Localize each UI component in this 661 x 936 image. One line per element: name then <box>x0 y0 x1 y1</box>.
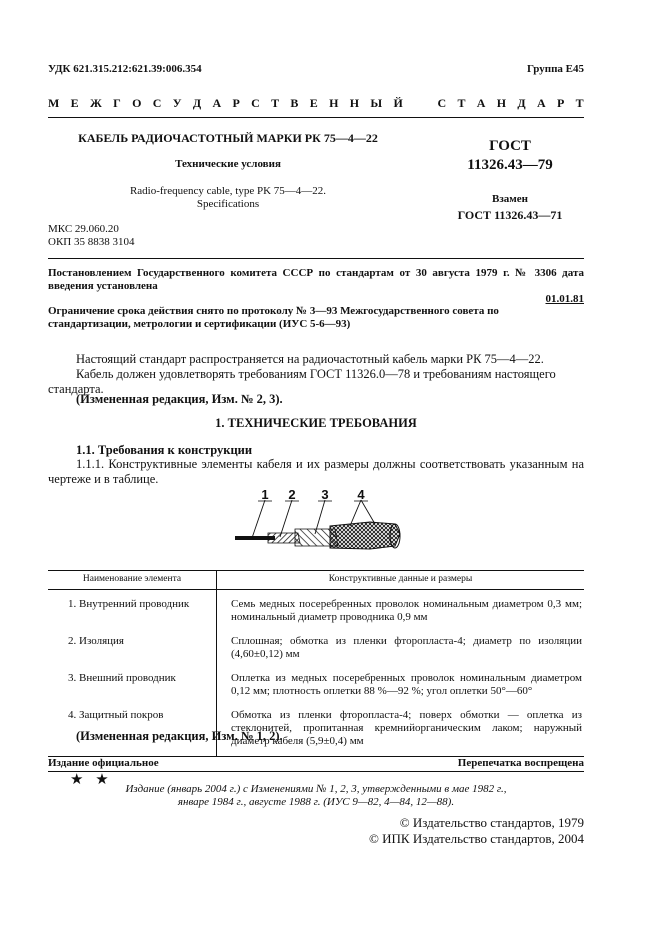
table-cell-element: 3. Внешний проводник <box>48 664 217 701</box>
table-cell-element: 2. Изоляция <box>48 627 217 664</box>
banner-letter: Г <box>113 96 121 110</box>
banner-letter: Н <box>329 96 339 110</box>
banner-letter: А <box>536 96 546 110</box>
drawing-label-4: 4 <box>357 488 365 502</box>
title-block-rule <box>48 258 584 259</box>
paragraph-1-1-1: 1.1.1. Конструктивные элементы кабеля и их размеры должны соответствовать указанным на чертеже и в таблице. <box>48 457 584 486</box>
banner-letter: Д <box>517 96 526 110</box>
replaces-label: Взамен <box>492 193 528 205</box>
banner-letter: Д <box>192 96 202 110</box>
change-note-2: (Измененная редакция, Изм. № 1, 2). <box>76 729 283 743</box>
banner-letter: Р <box>232 96 240 110</box>
banner-letter: О <box>132 96 142 110</box>
change-note-1: (Измененная редакция, Изм. № 2, 3). <box>76 392 283 406</box>
banner-letter: Й <box>393 96 403 110</box>
table-header-data: Конструктивные данные и размеры <box>217 571 585 590</box>
official-edition-label: Издание официальное <box>48 757 159 769</box>
banner-letter: Т <box>271 96 280 110</box>
banner-letter: Р <box>556 96 565 110</box>
gost-number: 11326.43—79 <box>467 157 553 173</box>
drawing-label-1: 1 <box>261 488 269 502</box>
table-cell-data: Сплошная; обмотка из пленки фторопласта-4; диаметр по изоляции (4,60±0,12) мм <box>231 635 582 660</box>
document-subtitle: Технические условия <box>175 158 281 170</box>
okp-code: ОКП 35 8838 3104 <box>48 236 135 248</box>
drawing-label-3: 3 <box>321 488 329 502</box>
gost-label: ГОСТ <box>489 138 531 154</box>
banner-letter: С <box>251 96 260 110</box>
banner-letter: С <box>437 96 447 110</box>
banner-letter: М <box>48 96 60 110</box>
udk-code: УДК 621.315.212:621.39:006.354 <box>48 63 202 75</box>
banner-letter: Е <box>70 96 79 110</box>
cable-protective-sheath-layer <box>330 522 400 549</box>
introduction-date: 01.01.81 <box>545 293 584 305</box>
copyright-2004: © ИПК Издательство стандартов, 2004 <box>369 831 584 846</box>
subsection-heading: 1.1. Требования к конструкции <box>76 443 253 457</box>
title-english-line-2: Specifications <box>196 198 260 210</box>
edition-note-line-2: январе 1984 г., августе 1988 г. (ИУС 9—82, 4—84, 12—88). <box>177 796 455 808</box>
header-rule <box>48 117 584 118</box>
footer-rule <box>48 771 584 772</box>
banner-letter: В <box>290 96 299 110</box>
table-row <box>48 590 584 628</box>
group-code: Группа Е45 <box>526 63 584 75</box>
document-title: КАБЕЛЬ РАДИОЧАСТОТНЫЙ МАРКИ РК 75—4—22 <box>78 131 378 145</box>
banner-letter: Ы <box>370 96 383 110</box>
interstate-standard-banner <box>48 96 584 111</box>
drawing-label-2: 2 <box>288 488 296 502</box>
table-row <box>48 627 584 664</box>
table-header-element: Наименование элемента <box>48 571 217 590</box>
stars-mark: ★ ★ <box>70 772 113 788</box>
intro-paragraph-2: Кабель должен удовлетворять требованиям ГОСТ 11326.0—78 и требованиям настоящего стандарта. <box>48 367 556 396</box>
copyright-1979: © Издательство стандартов, 1979 <box>399 815 584 830</box>
table-cell-data: Оплетка из медных посеребренных проволок номинальным диаметром 0,12 мм; плотность оплетки 88 %—92 %; угол оплетки 50°—60° <box>231 672 582 697</box>
intro-paragraph-1: Настоящий стандарт распространяется на радиочастотный кабель марки РК 75—4—22. <box>76 352 544 366</box>
banner-letter: Т <box>575 96 584 110</box>
banner-letter: А <box>476 96 486 110</box>
section-heading: 1. ТЕХНИЧЕСКИЕ ТРЕБОВАНИЯ <box>215 416 417 430</box>
table-header-row <box>48 571 584 590</box>
decree-text: Постановлением Государственного комитета СССР по стандартам от 30 августа 1979 г. № 3306 дата введения установлена <box>48 267 584 292</box>
table-cell-data: Обмотка из пленки фторопласта-4; поверх обмотки — оплетка из стеклонитей, пропитанная кремнийорганическим лаком; наружный диаметр кабеля (5,9±0,4) мм <box>217 701 585 757</box>
replaces-number: ГОСТ 11326.43—71 <box>457 208 563 222</box>
table-cell-data: Семь медных посеребренных проволок номинальным диаметром 0,3 мм; номинальный диаметр проводника 0,9 мм <box>231 598 582 623</box>
table-cell-element: 4. Защитный покров <box>48 701 217 757</box>
banner-gap <box>414 96 426 111</box>
limitation-text: Ограничение срока действия снято по протоколу № 3—93 Межгосударственного совета по стандартизации, метрологии и сертификации (ИУС 5-6—93) <box>48 305 499 330</box>
banner-letter: У <box>172 96 182 110</box>
title-english-line-1: Radio-frequency cable, type PK 75—4—22. <box>129 185 327 197</box>
banner-letter: Ж <box>89 96 102 110</box>
banner-letter: А <box>212 96 222 110</box>
banner-letter: Е <box>309 96 318 110</box>
banner-letter: Н <box>349 96 360 110</box>
table-cell-element: 1. Внутренний проводник <box>48 590 217 628</box>
banner-letter: Н <box>496 96 507 110</box>
cable-cross-section-drawing <box>230 488 410 552</box>
edition-note-line-1: Издание (январь 2004 г.) с Изменениями № 1, 2, 3, утвержденными в мае 1982 г., <box>125 783 507 795</box>
banner-letter: С <box>152 96 162 110</box>
table-row <box>48 664 584 701</box>
banner-letter: Т <box>457 96 466 110</box>
reprint-prohibited-label: Перепечатка воспрещена <box>457 757 584 769</box>
mks-code: МКС 29.060.20 <box>48 223 119 235</box>
